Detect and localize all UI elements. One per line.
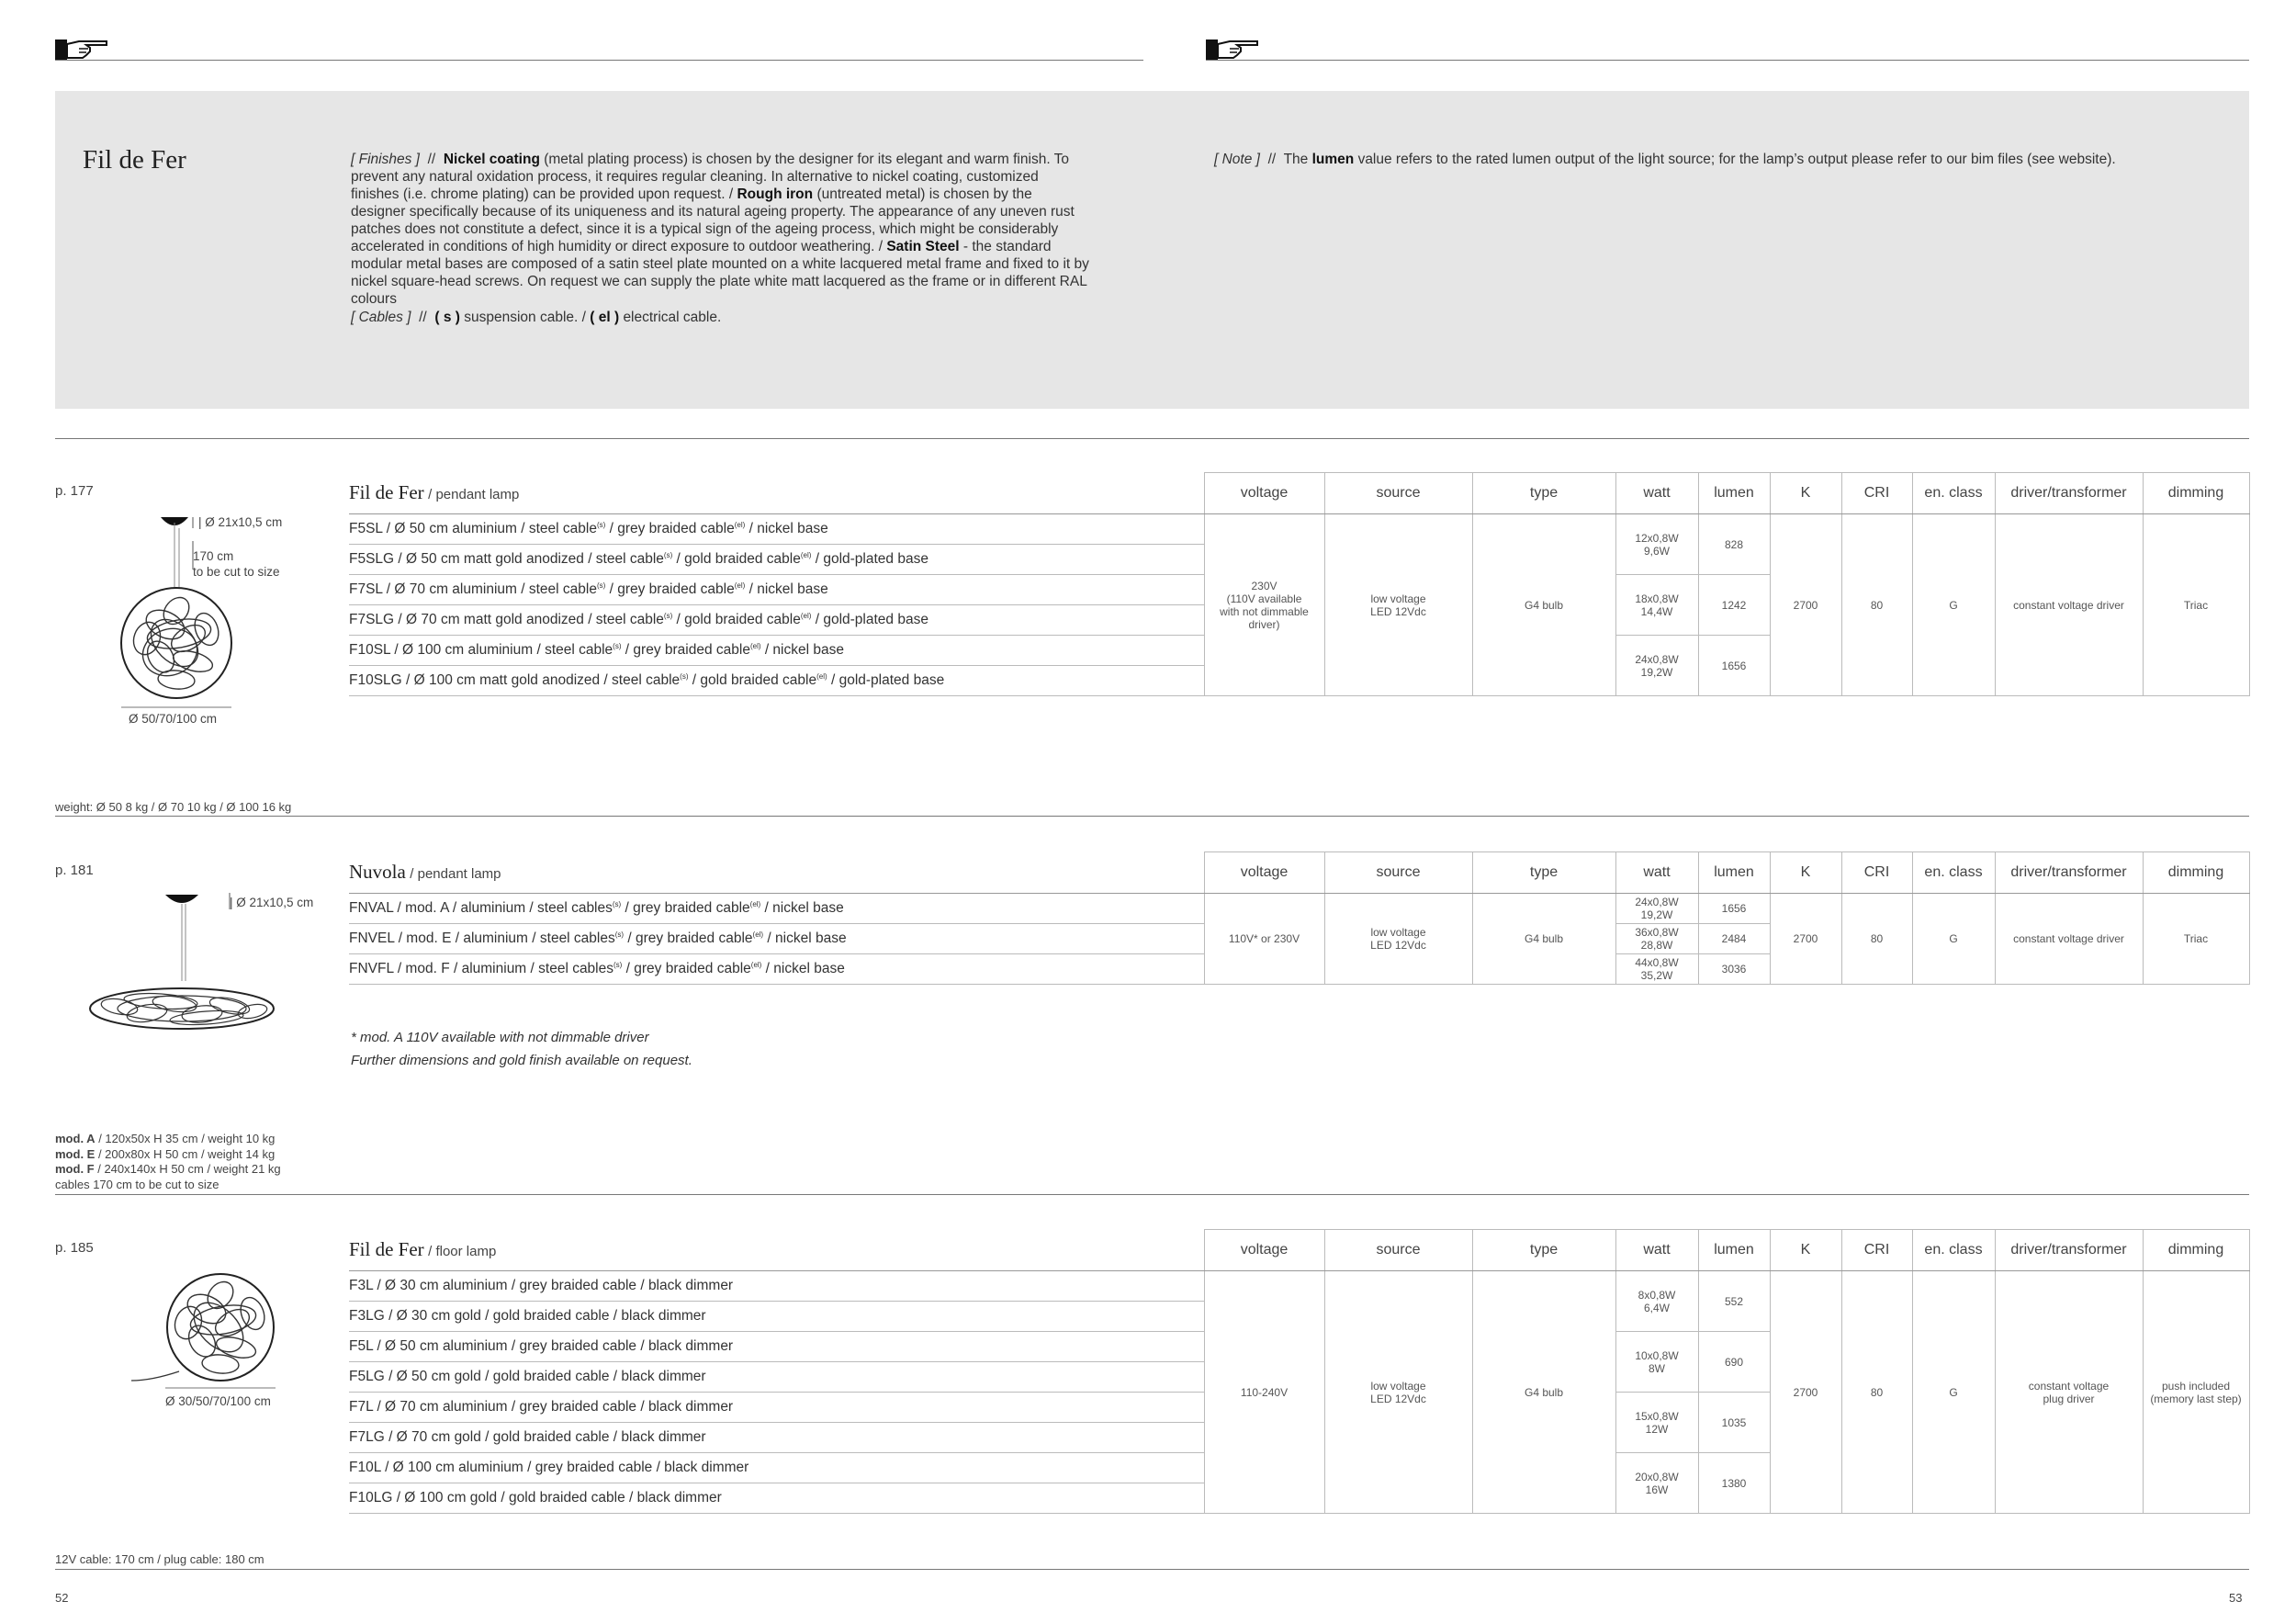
product-row: F5SL / Ø 50 cm aluminium / steel cable$^{(s)}$ / grey braided cable$^{(el)}$ / nickel base	[349, 514, 1204, 545]
lumen-cell: 3036	[1698, 954, 1770, 985]
col-dimming: dimming	[2143, 473, 2249, 514]
col-watt: watt	[1615, 1230, 1698, 1271]
cable-note: 12V cable: 170 cm / plug cable: 180 cm	[55, 1552, 264, 1566]
col-lumen: lumen	[1698, 852, 1770, 894]
col-type: type	[1472, 473, 1615, 514]
page-reference: p. 185	[55, 1240, 94, 1256]
lumen-cell: 2484	[1698, 924, 1770, 954]
header-rule-left	[55, 60, 1143, 61]
finishes-note: [ Finishes ] // Nickel coating (metal plating process) is chosen by the designer for its elegant and warm finish. To prevent any natural oxidation process, it requires regular cleaning. In alternative to nickel coating, customized finishes (i.e. chrome plating) can be provided upon request. / Rough iron (untreated metal) is chosen by the designer specifically because of its uniqueness and its natural ageing property. The appearance of any uneven rust patches does not constitute a defect, since it is a typical sign of the ageing process, which might be considerably accelerated in conditions of high humidity or direct exposure to outdoor weathering. / Satin Steel - the standard modular metal bases are composed of a satin steel plate mounted on a white lacquered metal frame and fixed to it by nickel square-head screws. On request we can supply the plate white matt lacquered as the frame or in different RAL colours	[351, 152, 1089, 307]
watt-cell: 36x0,8W 28,8W	[1615, 924, 1698, 954]
product-header: Fil de Fer / pendant lamp	[349, 473, 1204, 514]
dimension-diameter: Ø 30/50/70/100 cm	[165, 1394, 271, 1408]
lumen-cell: 1656	[1698, 636, 1770, 696]
cri-cell: 80	[1841, 1271, 1912, 1514]
section-rule	[55, 1569, 2249, 1570]
product-row: FNVEL / mod. E / aluminium / steel cables$^{(s)}$ / grey braided cable$^{(el)}$ / nickel base	[349, 924, 1204, 954]
col-driver: driver/transformer	[1995, 1230, 2143, 1271]
col-voltage: voltage	[1204, 852, 1324, 894]
dimming-cell: Triac	[2143, 894, 2249, 985]
product-row: F5SLG / Ø 50 cm matt gold anodized / steel cable$^{(s)}$ / gold braided cable$^{(el)}$ / gold-plated base	[349, 545, 1204, 575]
product-row: FNVAL / mod. A / aluminium / steel cables$^{(s)}$ / grey braided cable$^{(el)}$ / nickel base	[349, 894, 1204, 924]
col-k: K	[1770, 473, 1841, 514]
en-class-cell: G	[1912, 1271, 1995, 1514]
watt-cell: 8x0,8W 6,4W	[1615, 1271, 1698, 1332]
product-row: F3LG / Ø 30 cm gold / gold braided cable / black dimmer	[349, 1302, 1204, 1332]
floor-lamp-drawing	[124, 1263, 326, 1392]
col-cri: CRI	[1841, 473, 1912, 514]
lumen-cell: 1035	[1698, 1393, 1770, 1453]
product-row: F3L / Ø 30 cm aluminium / grey braided cable / black dimmer	[349, 1271, 1204, 1302]
cri-cell: 80	[1841, 514, 1912, 696]
dimming-cell: Triac	[2143, 514, 2249, 696]
product-row: F7SL / Ø 70 cm aluminium / steel cable$^{(s)}$ / grey braided cable$^{(el)}$ / nickel base	[349, 575, 1204, 605]
product-row: F10L / Ø 100 cm aluminium / grey braided cable / black dimmer	[349, 1453, 1204, 1483]
pointing-hand-icon	[1206, 37, 1261, 61]
product-header: Nuvola / pendant lamp	[349, 852, 1204, 894]
header-rule-right	[1206, 60, 2249, 61]
section-rule	[55, 438, 2249, 439]
dimension-diameter: Ø 50/70/100 cm	[129, 712, 218, 726]
watt-cell: 12x0,8W 9,6W	[1615, 514, 1698, 575]
col-cri: CRI	[1841, 1230, 1912, 1271]
col-source: source	[1324, 1230, 1472, 1271]
page-reference: p. 177	[55, 483, 94, 499]
source-cell: low voltage LED 12Vdc	[1324, 514, 1472, 696]
en-class-cell: G	[1912, 894, 1995, 985]
k-cell: 2700	[1770, 514, 1841, 696]
k-cell: 2700	[1770, 1271, 1841, 1514]
cables-note: [ Cables ] // ( s ) suspension cable. / ( el ) electrical cable.	[351, 310, 722, 325]
type-cell: G4 bulb	[1472, 1271, 1615, 1514]
lumen-cell: 828	[1698, 514, 1770, 575]
lumen-cell: 1380	[1698, 1453, 1770, 1514]
type-cell: G4 bulb	[1472, 514, 1615, 696]
dimension-canopy: | Ø 21x10,5 cm	[230, 896, 314, 909]
intro-title: Fil de Fer	[83, 145, 186, 175]
col-k: K	[1770, 1230, 1841, 1271]
spec-table-fil-de-fer-floor	[349, 1229, 2250, 1514]
lumen-note: [ Note ] // The lumen value refers to the rated lumen output of the light source; for the lamp’s output please refer to our bim files (see website).	[1214, 152, 2116, 167]
col-type: type	[1472, 1230, 1615, 1271]
watt-cell: 20x0,8W 16W	[1615, 1453, 1698, 1514]
lumen-cell: 690	[1698, 1332, 1770, 1393]
en-class-cell: G	[1912, 514, 1995, 696]
watt-cell: 24x0,8W 19,2W	[1615, 636, 1698, 696]
product-row: F5LG / Ø 50 cm gold / gold braided cable / black dimmer	[349, 1362, 1204, 1393]
col-watt: watt	[1615, 473, 1698, 514]
spec-table-nuvola	[349, 851, 2250, 985]
cri-cell: 80	[1841, 894, 1912, 985]
lumen-cell: 1242	[1698, 575, 1770, 636]
col-dimming: dimming	[2143, 1230, 2249, 1271]
nuvola-notes: * mod. A 110V available with not dimmable driver Further dimensions and gold finish available on request.	[351, 1030, 692, 1068]
col-driver: driver/transformer	[1995, 852, 2143, 894]
voltage-cell: 110V* or 230V	[1204, 894, 1324, 985]
watt-cell: 44x0,8W 35,2W	[1615, 954, 1698, 985]
pointing-hand-icon	[55, 37, 110, 61]
product-row: F7L / Ø 70 cm aluminium / grey braided cable / black dimmer	[349, 1393, 1204, 1423]
col-lumen: lumen	[1698, 1230, 1770, 1271]
col-source: source	[1324, 473, 1472, 514]
k-cell: 2700	[1770, 894, 1841, 985]
product-header: Fil de Fer / floor lamp	[349, 1230, 1204, 1271]
nuvola-models: mod. A / 120x50x H 35 cm / weight 10 kg mod. E / 200x80x H 50 cm / weight 14 kg mod. F / 240x140x H 50 cm / weight 21 kg cables 170 cm to be cut to size	[55, 1132, 281, 1191]
product-row: F10LG / Ø 100 cm gold / gold braided cable / black dimmer	[349, 1483, 1204, 1514]
weight-note: weight: Ø 50 8 kg / Ø 70 10 kg / Ø 100 16 kg	[55, 800, 292, 814]
page-number-right: 53	[2229, 1591, 2243, 1605]
lumen-cell: 1656	[1698, 894, 1770, 924]
col-cri: CRI	[1841, 852, 1912, 894]
col-type: type	[1472, 852, 1615, 894]
col-source: source	[1324, 852, 1472, 894]
col-voltage: voltage	[1204, 1230, 1324, 1271]
product-row: F7LG / Ø 70 cm gold / gold braided cable / black dimmer	[349, 1423, 1204, 1453]
product-row: F10SL / Ø 100 cm aluminium / steel cable$^{(s)}$ / grey braided cable$^{(el)}$ / nickel base	[349, 636, 1204, 666]
watt-cell: 24x0,8W 19,2W	[1615, 894, 1698, 924]
col-k: K	[1770, 852, 1841, 894]
section-rule	[55, 1194, 2249, 1195]
col-en-class: en. class	[1912, 1230, 1995, 1271]
col-driver: driver/transformer	[1995, 473, 2143, 514]
driver-cell: constant voltage plug driver	[1995, 1271, 2143, 1514]
col-en-class: en. class	[1912, 473, 1995, 514]
watt-cell: 10x0,8W 8W	[1615, 1332, 1698, 1393]
section-rule	[55, 816, 2249, 817]
page-reference: p. 181	[55, 863, 94, 878]
col-en-class: en. class	[1912, 852, 1995, 894]
product-row: F7SLG / Ø 70 cm matt gold anodized / steel cable$^{(s)}$ / gold braided cable$^{(el)}$ / gold-plated base	[349, 605, 1204, 636]
page-number-left: 52	[55, 1591, 69, 1605]
product-row: F10SLG / Ø 100 cm matt gold anodized / steel cable$^{(s)}$ / gold braided cable$^{(el)}$ / gold-plated base	[349, 666, 1204, 696]
product-row: FNVFL / mod. F / aluminium / steel cables$^{(s)}$ / grey braided cable$^{(el)}$ / nickel base	[349, 954, 1204, 985]
driver-cell: constant voltage driver	[1995, 894, 2143, 985]
source-cell: low voltage LED 12Vdc	[1324, 1271, 1472, 1514]
watt-cell: 18x0,8W 14,4W	[1615, 575, 1698, 636]
nuvola-lamp-drawing	[83, 889, 285, 1045]
driver-cell: constant voltage driver	[1995, 514, 2143, 696]
voltage-cell: 230V (110V available with not dimmable driver)	[1204, 514, 1324, 696]
watt-cell: 15x0,8W 12W	[1615, 1393, 1698, 1453]
col-lumen: lumen	[1698, 473, 1770, 514]
dimension-canopy: | Ø 21x10,5 cm	[198, 515, 283, 529]
spec-table-fil-de-fer-pendant	[349, 472, 2250, 696]
voltage-cell: 110-240V	[1204, 1271, 1324, 1514]
col-watt: watt	[1615, 852, 1698, 894]
col-voltage: voltage	[1204, 473, 1324, 514]
type-cell: G4 bulb	[1472, 894, 1615, 985]
col-dimming: dimming	[2143, 852, 2249, 894]
lumen-cell: 552	[1698, 1271, 1770, 1332]
pendant-lamp-drawing	[110, 510, 331, 730]
dimming-cell: push included (memory last step)	[2143, 1271, 2249, 1514]
source-cell: low voltage LED 12Vdc	[1324, 894, 1472, 985]
product-row: F5L / Ø 50 cm aluminium / grey braided cable / black dimmer	[349, 1332, 1204, 1362]
dimension-cable: 170 cm to be cut to size	[193, 549, 280, 579]
